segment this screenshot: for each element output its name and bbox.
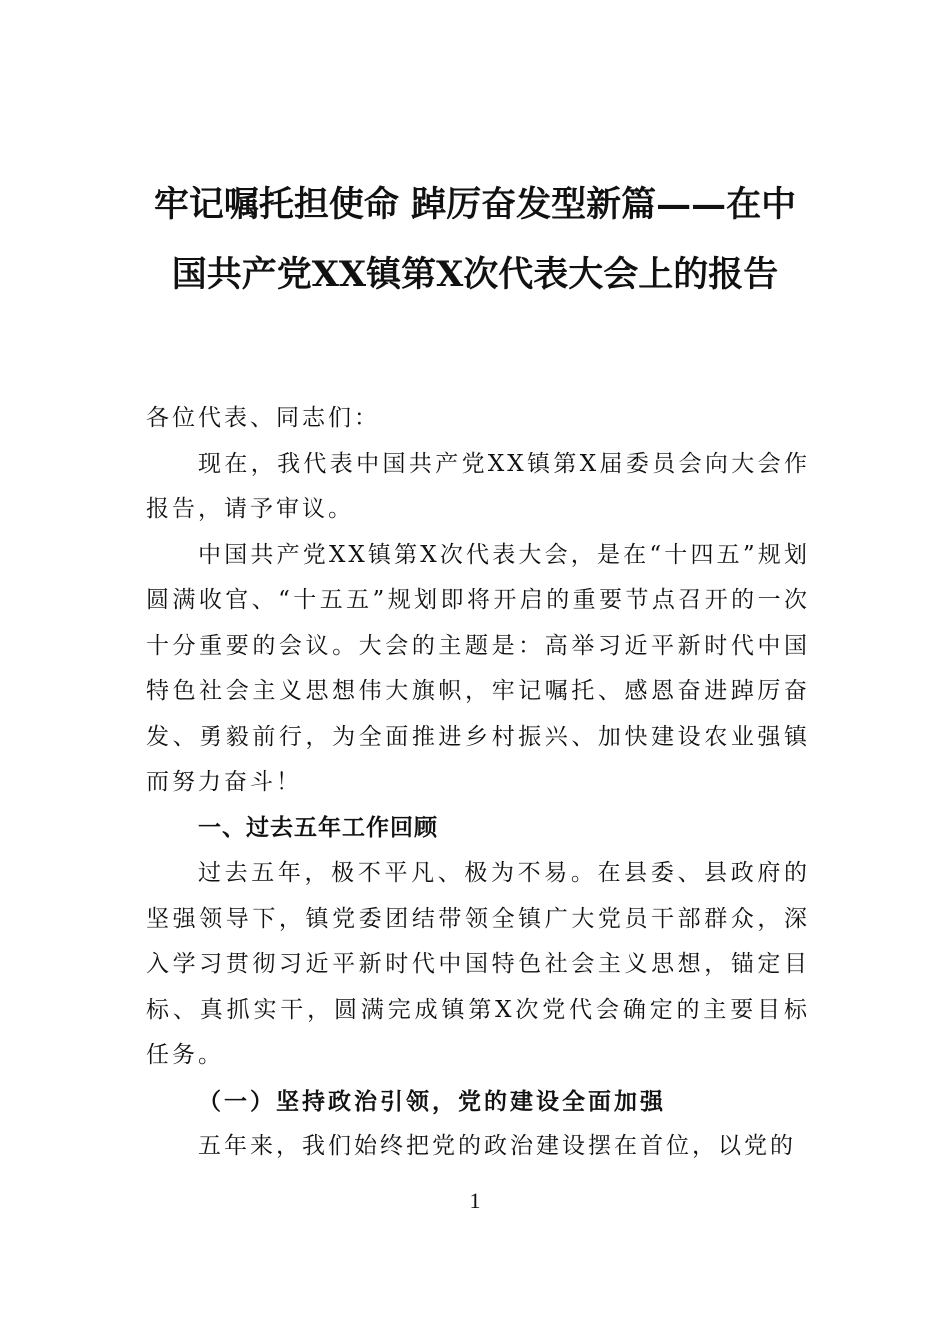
salutation: 各位代表、同志们： <box>146 405 380 431</box>
page-number: 1 <box>469 1188 481 1213</box>
subsection-heading-party-building: （一）坚持政治引领，党的建设全面加强 <box>198 1087 666 1115</box>
paragraph-theme: 中国共产党XX镇第X次代表大会，是在“十四五”规划圆满收官、“十五五”规划即将开启的重要节点召开的一次十分重要的会议。大会的主题是：高举习近平新时代中国特色社会主义思想伟大旗帜，牢记嘱托、感恩奋进踔厉奋发、勇毅前行，为全面推进乡村振兴、加快建设农业强镇而努力奋斗！ <box>146 541 810 795</box>
paragraph-review: 过去五年，极不平凡、极为不易。在县委、县政府的坚强领导下，镇党委团结带领全镇广大党员干部群众，深入学习贯彻习近平新时代中国特色社会主义思想，锚定目标、真抓实干，圆满完成镇第X次党代会确定的主要目标任务。 <box>146 860 810 1068</box>
title-line-1: 牢记嘱托担使命 踔厉奋发型新篇——在中 <box>153 184 797 225</box>
paragraph-intro: 现在，我代表中国共产党XX镇第X届委员会向大会作报告，请予审议。 <box>146 450 810 522</box>
title-line-2: 国共产党XX镇第X次代表大会上的报告 <box>171 254 779 295</box>
document-body <box>146 396 810 1170</box>
paragraph-party-building: 五年来，我们始终把党的政治建设摆在首位，以党的 <box>198 1133 796 1159</box>
section-heading-review: 一、过去五年工作回顾 <box>198 814 438 841</box>
document-title <box>110 170 840 310</box>
